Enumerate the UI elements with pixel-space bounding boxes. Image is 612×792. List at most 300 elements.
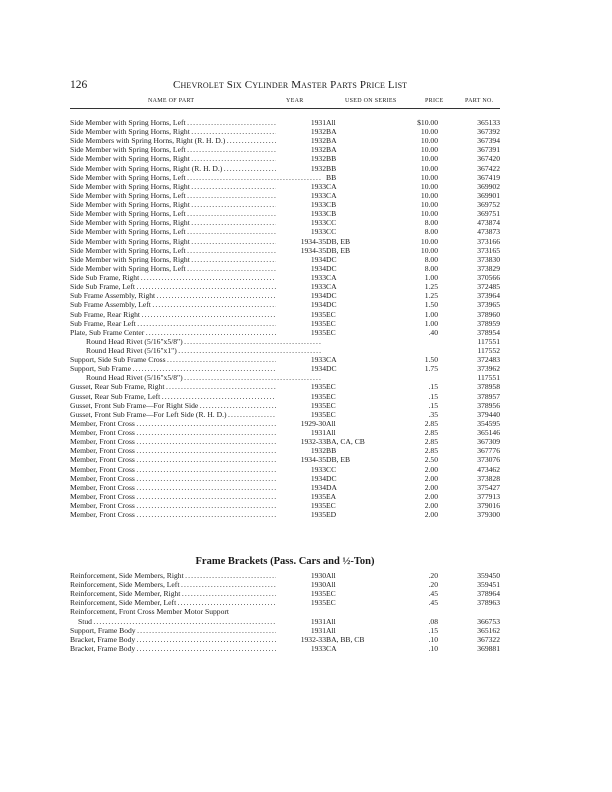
- part-price: 1.25: [424, 291, 438, 301]
- table-row: [70, 402, 500, 410]
- part-name: Side Member with Spring Horns, Right . . .: [70, 128, 322, 136]
- part-year: 1933: [276, 183, 326, 191]
- part-name: Sub Frame, Rear Left . . .: [70, 320, 322, 328]
- part-series: All: [326, 118, 336, 127]
- part-name: Side Members with Spring Horns, Right (R. H. D.) . . .: [70, 137, 322, 145]
- part-series: BB: [326, 172, 337, 182]
- part-name: Member, Front Cross . . .: [70, 475, 322, 483]
- part-year: 1934-35: [276, 247, 326, 255]
- part-number: 378958: [477, 382, 500, 392]
- part-series: CB: [326, 209, 337, 219]
- part-price: 1.00: [424, 309, 438, 319]
- part-year: 1935: [276, 590, 326, 598]
- part-price: .35: [428, 409, 438, 419]
- part-number: 359450: [477, 571, 500, 580]
- part-name: Reinforcement, Side Member, Left . . .: [70, 599, 322, 607]
- part-number: 354595: [477, 418, 500, 428]
- table-row: [70, 311, 500, 319]
- part-price: 2.00: [424, 510, 438, 520]
- part-price: 1.00: [424, 318, 438, 328]
- part-year: 1933: [276, 201, 326, 209]
- part-number: 373829: [477, 263, 500, 273]
- part-price: 10.00: [420, 172, 438, 182]
- part-name: Side Member with Spring Horns, Left . . .: [70, 192, 322, 200]
- part-number: 365133: [477, 118, 500, 127]
- part-price: .15: [428, 391, 438, 401]
- part-series: DA: [326, 482, 337, 492]
- part-year: 1935: [276, 402, 326, 410]
- part-price: .10: [428, 643, 438, 653]
- part-price: 10.00: [420, 200, 438, 210]
- part-series: DB, EB: [326, 245, 351, 255]
- part-price: 8.00: [424, 263, 438, 273]
- table-row: [70, 347, 500, 355]
- part-name: Side Member with Spring Horns, Right . . .: [70, 201, 322, 209]
- part-name: Side Member with Spring Horns, Right . . .: [70, 256, 322, 264]
- table-row: [70, 502, 500, 510]
- part-name: Reinforcement, Front Cross Member Motor Support: [70, 608, 230, 617]
- part-series: All: [326, 580, 336, 590]
- part-price: 2.85: [424, 437, 438, 447]
- part-series: All: [326, 625, 336, 635]
- part-number: 373964: [477, 291, 500, 301]
- part-year: 1933: [276, 228, 326, 236]
- part-name: Sub Frame, Rear Right . . .: [70, 311, 322, 319]
- part-name: Side Member with Spring Horns, Right . . .: [70, 238, 322, 246]
- table-row: [70, 256, 500, 264]
- part-price: 8.00: [424, 227, 438, 237]
- part-number: 367392: [477, 127, 500, 137]
- part-year: 1933: [276, 219, 326, 227]
- table-row: [70, 329, 500, 337]
- part-number: 369752: [477, 200, 500, 210]
- part-name: Reinforcement, Side Member, Right . . .: [70, 590, 322, 598]
- part-year: 1933: [276, 283, 326, 291]
- part-series: CC: [326, 218, 337, 228]
- part-number: 372485: [477, 282, 500, 292]
- table-row: [70, 146, 500, 154]
- part-number: 367394: [477, 136, 500, 146]
- part-year: 1931: [276, 119, 326, 127]
- header-rule: [70, 108, 500, 109]
- part-name: Support, Side Sub Frame Cross . . .: [70, 356, 322, 364]
- part-series: BB: [326, 446, 337, 456]
- part-price: 1.75: [424, 364, 438, 374]
- part-number: 367776: [477, 446, 500, 456]
- table-row: [70, 438, 500, 446]
- table-row: [70, 320, 500, 328]
- part-price: .15: [428, 625, 438, 635]
- page-number: 126: [70, 79, 88, 91]
- part-price: .20: [428, 580, 438, 590]
- part-year: 1934: [276, 301, 326, 309]
- part-name: Member, Front Cross . . .: [70, 420, 322, 428]
- part-number: 373965: [477, 300, 500, 310]
- part-price: 1.25: [424, 282, 438, 292]
- table-row: [70, 590, 500, 598]
- part-number: 378957: [477, 391, 500, 401]
- part-name: Member, Front Cross . . .: [70, 511, 322, 519]
- part-year: 1935: [276, 393, 326, 401]
- part-name: Member, Front Cross . . .: [70, 447, 322, 455]
- part-series: CA: [326, 190, 337, 200]
- table-row: [70, 572, 500, 580]
- part-series: DC: [326, 291, 337, 301]
- part-number: 375427: [477, 482, 500, 492]
- part-number: 378960: [477, 309, 500, 319]
- part-price: .45: [428, 598, 438, 608]
- part-number: 373828: [477, 473, 500, 483]
- part-price: .40: [428, 327, 438, 337]
- part-price: 10.00: [420, 181, 438, 191]
- part-year: 1934: [276, 256, 326, 264]
- part-price: 1.50: [424, 355, 438, 365]
- table-row: [70, 456, 500, 464]
- part-year: 1933: [276, 274, 326, 282]
- part-year: 1934-35: [276, 238, 326, 246]
- part-number: 365146: [477, 428, 500, 438]
- part-year: 1930: [276, 572, 326, 580]
- part-number: 373165: [477, 245, 500, 255]
- part-price: 10.00: [420, 127, 438, 137]
- part-price: 10.00: [420, 209, 438, 219]
- table-row: [70, 374, 500, 382]
- column-year: YEAR: [286, 98, 304, 104]
- part-price: 2.00: [424, 501, 438, 511]
- table-row: [70, 228, 500, 236]
- part-price: $10.00: [417, 118, 438, 127]
- part-number: 369881: [477, 643, 500, 653]
- part-series: EC: [326, 309, 336, 319]
- part-price: .20: [428, 571, 438, 580]
- part-year: 1932: [276, 447, 326, 455]
- part-name: Side Member with Spring Horns, Right . . .: [70, 219, 322, 227]
- part-price: .10: [428, 634, 438, 644]
- table-row: [70, 192, 500, 200]
- part-number: 373166: [477, 236, 500, 246]
- part-name: Member, Front Cross . . .: [70, 502, 322, 510]
- part-name: Member, Front Cross . . .: [70, 466, 322, 474]
- part-name: Side Member with Spring Horns, Right (R. H. D.) . . .: [70, 165, 322, 173]
- table-row: [70, 210, 500, 218]
- part-series: DC: [326, 300, 337, 310]
- part-number: 366753: [477, 616, 500, 626]
- column-used-on-series: USED ON SERIES: [345, 98, 397, 104]
- part-name: Gusset, Front Sub Frame—For Right Side . . .: [70, 402, 322, 410]
- part-series: All: [326, 616, 336, 626]
- part-price: 8.00: [424, 218, 438, 228]
- part-name: Sub Frame Assembly, Left . . .: [70, 301, 322, 309]
- part-name: Side Member with Spring Horns, Left . . .: [70, 146, 322, 154]
- table-row: [70, 338, 500, 346]
- part-number: 473462: [477, 464, 500, 474]
- part-year: 1935: [276, 493, 326, 501]
- part-series: BA: [326, 127, 337, 137]
- part-number: 359451: [477, 580, 500, 590]
- part-series: DC: [326, 364, 337, 374]
- part-number: 378959: [477, 318, 500, 328]
- table-row: [70, 429, 500, 437]
- part-series: All: [326, 418, 336, 428]
- part-year: 1930: [276, 581, 326, 589]
- table-row: [70, 292, 500, 300]
- part-number: 117552: [477, 346, 500, 355]
- part-year: 1934: [276, 265, 326, 273]
- part-year: 1935: [276, 320, 326, 328]
- part-series: DB, EB: [326, 236, 351, 246]
- part-number: 117551: [477, 336, 500, 346]
- part-price: 1.50: [424, 300, 438, 310]
- part-series: EC: [326, 400, 336, 410]
- part-name: Side Member with Spring Horns, Left . . .: [70, 119, 322, 127]
- part-series: BA, CA, CB: [326, 437, 365, 447]
- table-row: [70, 274, 500, 282]
- part-year: 1935: [276, 511, 326, 519]
- part-name: Sub Frame Assembly, Right . . .: [70, 292, 322, 300]
- part-year: 1931: [276, 618, 326, 626]
- part-price: .15: [428, 400, 438, 410]
- part-number: 369902: [477, 181, 500, 191]
- part-name: Side Member with Spring Horns, Left . . .: [70, 174, 322, 182]
- table-row: [70, 493, 500, 501]
- part-price: .15: [428, 382, 438, 392]
- table-row: [70, 183, 500, 191]
- part-year: 1933: [276, 210, 326, 218]
- part-number: 367322: [477, 634, 500, 644]
- part-year: 1935: [276, 502, 326, 510]
- part-price: 10.00: [420, 163, 438, 173]
- table-row: [70, 247, 500, 255]
- part-series: CC: [326, 464, 337, 474]
- part-series: CA: [326, 643, 337, 653]
- part-number: 369901: [477, 190, 500, 200]
- part-name: Gusset, Rear Sub Frame, Right . . .: [70, 383, 322, 391]
- part-series: CC: [326, 227, 337, 237]
- part-name: Round Head Rivet (5/16"x5/8") . . .: [86, 374, 322, 382]
- part-price: 2.00: [424, 473, 438, 483]
- part-name: Reinforcement, Side Members, Right . . .: [70, 572, 322, 580]
- table-row: [70, 174, 500, 182]
- part-series: DC: [326, 263, 337, 273]
- table-row: [70, 466, 500, 474]
- part-price: 2.85: [424, 418, 438, 428]
- part-price: 8.00: [424, 254, 438, 264]
- part-year: 1932: [276, 128, 326, 136]
- part-name: Member, Front Cross . . .: [70, 493, 322, 501]
- table-row: [70, 645, 500, 653]
- part-price: 10.00: [420, 236, 438, 246]
- part-year: 1935: [276, 329, 326, 337]
- part-name: Reinforcement, Side Members, Left . . .: [70, 581, 322, 589]
- part-name: Support, Frame Body . . .: [70, 627, 322, 635]
- part-series: EC: [326, 589, 336, 599]
- part-series: All: [326, 571, 336, 580]
- part-series: BA: [326, 136, 337, 146]
- part-series: CB: [326, 200, 337, 210]
- part-series: CA: [326, 181, 337, 191]
- table-row: [70, 219, 500, 227]
- part-price: 2.00: [424, 482, 438, 492]
- part-name: Member, Front Cross . . .: [70, 484, 322, 492]
- part-name: Side Member with Spring Horns, Left . . .: [70, 228, 322, 236]
- part-year: 1934: [276, 475, 326, 483]
- part-price: 10.00: [420, 190, 438, 200]
- part-number: 378956: [477, 400, 500, 410]
- part-number: 370566: [477, 273, 500, 283]
- part-number: 378954: [477, 327, 500, 337]
- table-row: [70, 238, 500, 246]
- part-number: 367422: [477, 163, 500, 173]
- part-number: 367419: [477, 172, 500, 182]
- part-price: 10.00: [420, 145, 438, 155]
- table-row: [70, 383, 500, 391]
- part-number: 373962: [477, 364, 500, 374]
- part-year: 1934: [276, 365, 326, 373]
- part-year: 1935: [276, 383, 326, 391]
- part-name: Member, Front Cross . . .: [70, 456, 322, 464]
- part-year: 1933: [276, 356, 326, 364]
- part-name: Gusset, Front Sub Frame—For Left Side (R. H. D.) . . .: [70, 411, 322, 419]
- column-name-of-part: NAME OF PART: [148, 98, 195, 104]
- part-series: CA: [326, 273, 337, 283]
- part-number: 473874: [477, 218, 500, 228]
- part-year: 1929-30: [276, 420, 326, 428]
- part-number: 117551: [477, 373, 500, 383]
- part-name: Bracket, Frame Body . . .: [70, 645, 322, 653]
- part-year: 1932: [276, 155, 326, 163]
- part-price: 2.85: [424, 428, 438, 438]
- part-year: 1932-33: [276, 636, 326, 644]
- part-year: 1931: [276, 627, 326, 635]
- table-row: [70, 201, 500, 209]
- part-name: Side Member with Spring Horns, Left . . .: [70, 265, 322, 273]
- part-year: 1933: [276, 466, 326, 474]
- table-row: [70, 411, 500, 419]
- part-series: EC: [326, 391, 336, 401]
- part-year: 1932: [276, 137, 326, 145]
- part-name: Gusset, Rear Sub Frame, Left . . .: [70, 393, 322, 401]
- part-name: Support, Sub Frame . . .: [70, 365, 322, 373]
- table-row: [70, 165, 500, 173]
- table-row: [70, 365, 500, 373]
- table-row: [70, 137, 500, 145]
- table-row: [70, 356, 500, 364]
- table-row: [70, 447, 500, 455]
- table-row: [70, 475, 500, 483]
- part-name: Round Head Rivet (5/16"x1") . . .: [86, 347, 322, 355]
- part-year: 1934-35: [276, 456, 326, 464]
- part-name: Side Sub Frame, Left . . .: [70, 283, 322, 291]
- part-series: EC: [326, 382, 336, 392]
- part-year: 1935: [276, 311, 326, 319]
- part-series: All: [326, 428, 336, 438]
- part-series: EC: [326, 409, 336, 419]
- table-row: [70, 119, 500, 127]
- part-series: BB: [326, 163, 337, 173]
- part-series: CA: [326, 282, 337, 292]
- table-row: [70, 608, 500, 616]
- table-row: [70, 618, 500, 626]
- part-price: 2.85: [424, 446, 438, 456]
- part-name: Side Member with Spring Horns, Left . . .: [70, 210, 322, 218]
- table-row: [70, 393, 500, 401]
- part-number: 379300: [477, 510, 500, 520]
- part-price: 1.00: [424, 273, 438, 283]
- part-number: 367391: [477, 145, 500, 155]
- table-row: [70, 420, 500, 428]
- part-year: 1934: [276, 484, 326, 492]
- part-price: .45: [428, 589, 438, 599]
- part-name: Bracket, Frame Body . . .: [70, 636, 322, 644]
- part-price: 10.00: [420, 154, 438, 164]
- part-name: Side Member with Spring Horns, Right . . .: [70, 155, 322, 163]
- table-row: [70, 511, 500, 519]
- part-name: Side Sub Frame, Right . . .: [70, 274, 322, 282]
- part-series: EC: [326, 598, 336, 608]
- part-number: 379016: [477, 501, 500, 511]
- part-year: 1933: [276, 192, 326, 200]
- part-price: 2.00: [424, 464, 438, 474]
- part-series: EA: [326, 491, 337, 501]
- part-series: EC: [326, 327, 336, 337]
- part-year: 1933: [276, 645, 326, 653]
- part-number: 379440: [477, 409, 500, 419]
- part-year: 1931: [276, 429, 326, 437]
- section-heading: Frame Brackets (Pass. Cars and ½-Ton): [195, 556, 375, 567]
- table-row: [70, 636, 500, 644]
- table-row: [70, 301, 500, 309]
- part-series: DC: [326, 473, 337, 483]
- table-row: [70, 599, 500, 607]
- part-price: 10.00: [420, 136, 438, 146]
- table-row: [70, 283, 500, 291]
- part-series: CA: [326, 355, 337, 365]
- part-price: 2.00: [424, 491, 438, 501]
- part-year: 1932: [276, 146, 326, 154]
- table-row: [70, 581, 500, 589]
- part-number: 473873: [477, 227, 500, 237]
- part-number: 367420: [477, 154, 500, 164]
- table-row: [70, 627, 500, 635]
- part-series: DC: [326, 254, 337, 264]
- column-price: PRICE: [425, 98, 444, 104]
- part-year: 1935: [276, 599, 326, 607]
- part-number: 373076: [477, 455, 500, 465]
- part-name: Member, Front Cross . . .: [70, 438, 322, 446]
- table-row: [70, 128, 500, 136]
- table-row: [70, 155, 500, 163]
- part-series: EC: [326, 318, 336, 328]
- part-name: Member, Front Cross . . .: [70, 429, 322, 437]
- page-header: [70, 79, 500, 93]
- part-name: Side Member with Spring Horns, Left . . .: [70, 247, 322, 255]
- part-series: DB, EB: [326, 455, 351, 465]
- part-year: 1932: [276, 165, 326, 173]
- part-number: 367309: [477, 437, 500, 447]
- part-number: 372483: [477, 355, 500, 365]
- part-name: Round Head Rivet (5/16"x5/8") . . .: [86, 338, 322, 346]
- table-row: [70, 265, 500, 273]
- part-number: 378964: [477, 589, 500, 599]
- part-price: 2.50: [424, 455, 438, 465]
- part-price: 10.00: [420, 245, 438, 255]
- part-series: EC: [326, 501, 336, 511]
- part-series: BA, BB, CB: [326, 634, 365, 644]
- part-year: 1932-33: [276, 438, 326, 446]
- part-number: 377913: [477, 491, 500, 501]
- part-number: 369751: [477, 209, 500, 219]
- part-name: Stud . . .: [78, 618, 322, 626]
